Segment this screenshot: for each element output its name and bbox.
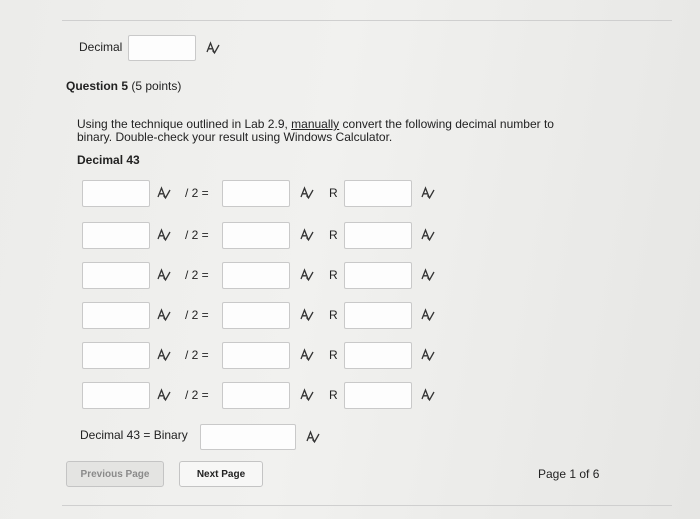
binary-label: Decimal 43 = Binary [80,428,188,442]
divide-by-two-label: / 2 = [185,388,209,402]
instruction-line-1 [77,117,554,131]
remainder-input[interactable] [344,302,412,329]
spellcheck-icon[interactable] [421,268,435,282]
spellcheck-icon[interactable] [157,348,171,362]
remainder-input[interactable] [344,222,412,249]
spellcheck-icon[interactable] [300,348,314,362]
spellcheck-icon[interactable] [157,308,171,322]
top-field-label: Decimal [79,40,123,54]
remainder-label: R [329,186,338,200]
divide-by-two-label: / 2 = [185,308,209,322]
instruction-link: manually [291,117,340,131]
binary-input[interactable] [200,424,296,450]
dividend-input[interactable] [82,302,150,329]
spellcheck-icon[interactable] [300,228,314,242]
dividend-input[interactable] [82,382,150,409]
question-title: Question 5 [66,79,129,93]
quotient-input[interactable] [222,382,290,409]
next-page-button[interactable]: Next Page [179,461,263,487]
spellcheck-icon[interactable] [421,348,435,362]
divider-top [62,20,672,21]
divide-by-two-label: / 2 = [185,268,209,282]
divide-by-two-label: / 2 = [185,186,209,200]
quotient-input[interactable] [222,302,290,329]
divide-by-two-label: / 2 = [185,348,209,362]
spellcheck-icon[interactable] [300,186,314,200]
quotient-input[interactable] [222,222,290,249]
quotient-input[interactable] [222,180,290,207]
spellcheck-icon[interactable] [300,308,314,322]
question-header [66,79,181,93]
question-points: (5 points) [131,79,182,93]
instruction-post: convert the following decimal number to [339,117,554,131]
remainder-label: R [329,308,338,322]
instruction-pre: Using the technique outlined in Lab 2.9, [77,117,292,131]
spellcheck-icon[interactable] [421,186,435,200]
spellcheck-icon[interactable] [300,268,314,282]
spellcheck-icon[interactable] [306,430,320,444]
remainder-input[interactable] [344,382,412,409]
decimal-label: Decimal 43 [77,153,140,167]
remainder-label: R [329,388,338,402]
divide-by-two-label: / 2 = [185,228,209,242]
spellcheck-icon[interactable] [421,228,435,242]
previous-page-button[interactable]: Previous Page [66,461,164,487]
divider-bottom [62,505,672,506]
top-decimal-input[interactable] [128,35,196,61]
spellcheck-icon[interactable] [157,228,171,242]
spellcheck-icon[interactable] [300,388,314,402]
page-info: Page 1 of 6 [538,467,600,481]
remainder-label: R [329,268,338,282]
spellcheck-icon[interactable] [157,388,171,402]
dividend-input[interactable] [82,342,150,369]
quotient-input[interactable] [222,342,290,369]
dividend-input[interactable] [82,262,150,289]
remainder-input[interactable] [344,180,412,207]
spellcheck-icon[interactable] [206,41,220,55]
remainder-input[interactable] [344,262,412,289]
remainder-input[interactable] [344,342,412,369]
quotient-input[interactable] [222,262,290,289]
spellcheck-icon[interactable] [157,268,171,282]
remainder-label: R [329,228,338,242]
remainder-label: R [329,348,338,362]
dividend-input[interactable] [82,222,150,249]
dividend-input[interactable] [82,180,150,207]
spellcheck-icon[interactable] [157,186,171,200]
spellcheck-icon[interactable] [421,308,435,322]
spellcheck-icon[interactable] [421,388,435,402]
instruction-line-2: binary. Double-check your result using Windows Calculator. [77,130,393,144]
